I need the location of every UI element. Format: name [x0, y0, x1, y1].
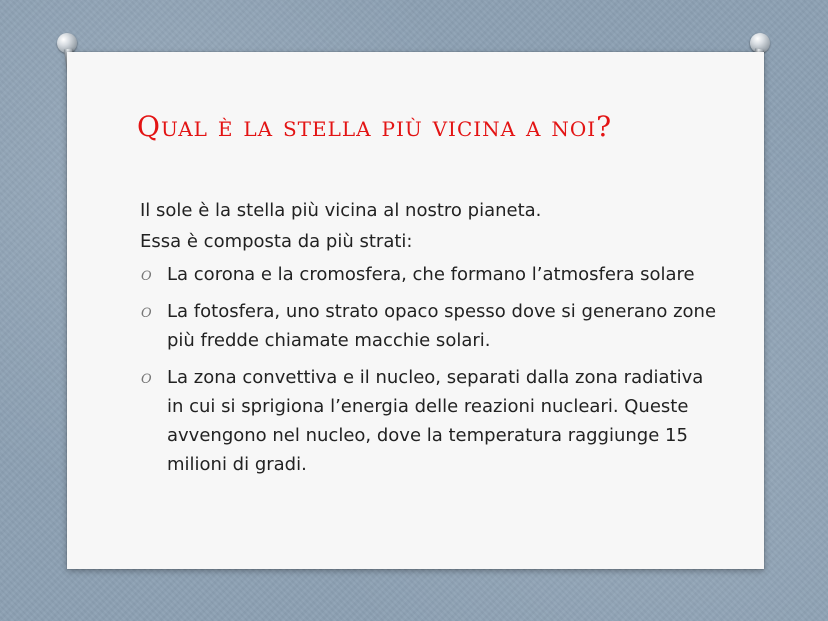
bullet-list	[140, 260, 720, 479]
intro-line: Il sole è la stella più vicina al nostro pianeta.	[140, 200, 542, 221]
slide-body	[140, 196, 720, 487]
bullet-text: La fotosfera, uno strato opaco spesso dove si generano zone più fredde chiamate macchie solari.	[167, 301, 717, 351]
bullet-item	[140, 260, 720, 289]
intro-line: Essa è composta da più strati:	[140, 231, 413, 252]
bullet-text: La corona e la cromosfera, che formano l’atmosfera solare	[167, 264, 695, 285]
bullet-text: La zona convettiva e il nucleo, separati dalla zona radiativa in cui si sprigiona l’energia delle reazioni nucleari. Queste avvengono nel nucleo, dove la temperatura raggiunge 15 milioni di gradi.	[167, 367, 704, 475]
bullet-marker: O	[141, 306, 152, 321]
bullet-marker: O	[141, 372, 152, 387]
bullet-item	[140, 297, 720, 355]
slide-card	[67, 52, 764, 569]
bullet-marker: O	[141, 269, 152, 284]
bullet-item	[140, 363, 720, 479]
slide-title: Qual è la stella più vicina a noi?	[137, 110, 613, 143]
